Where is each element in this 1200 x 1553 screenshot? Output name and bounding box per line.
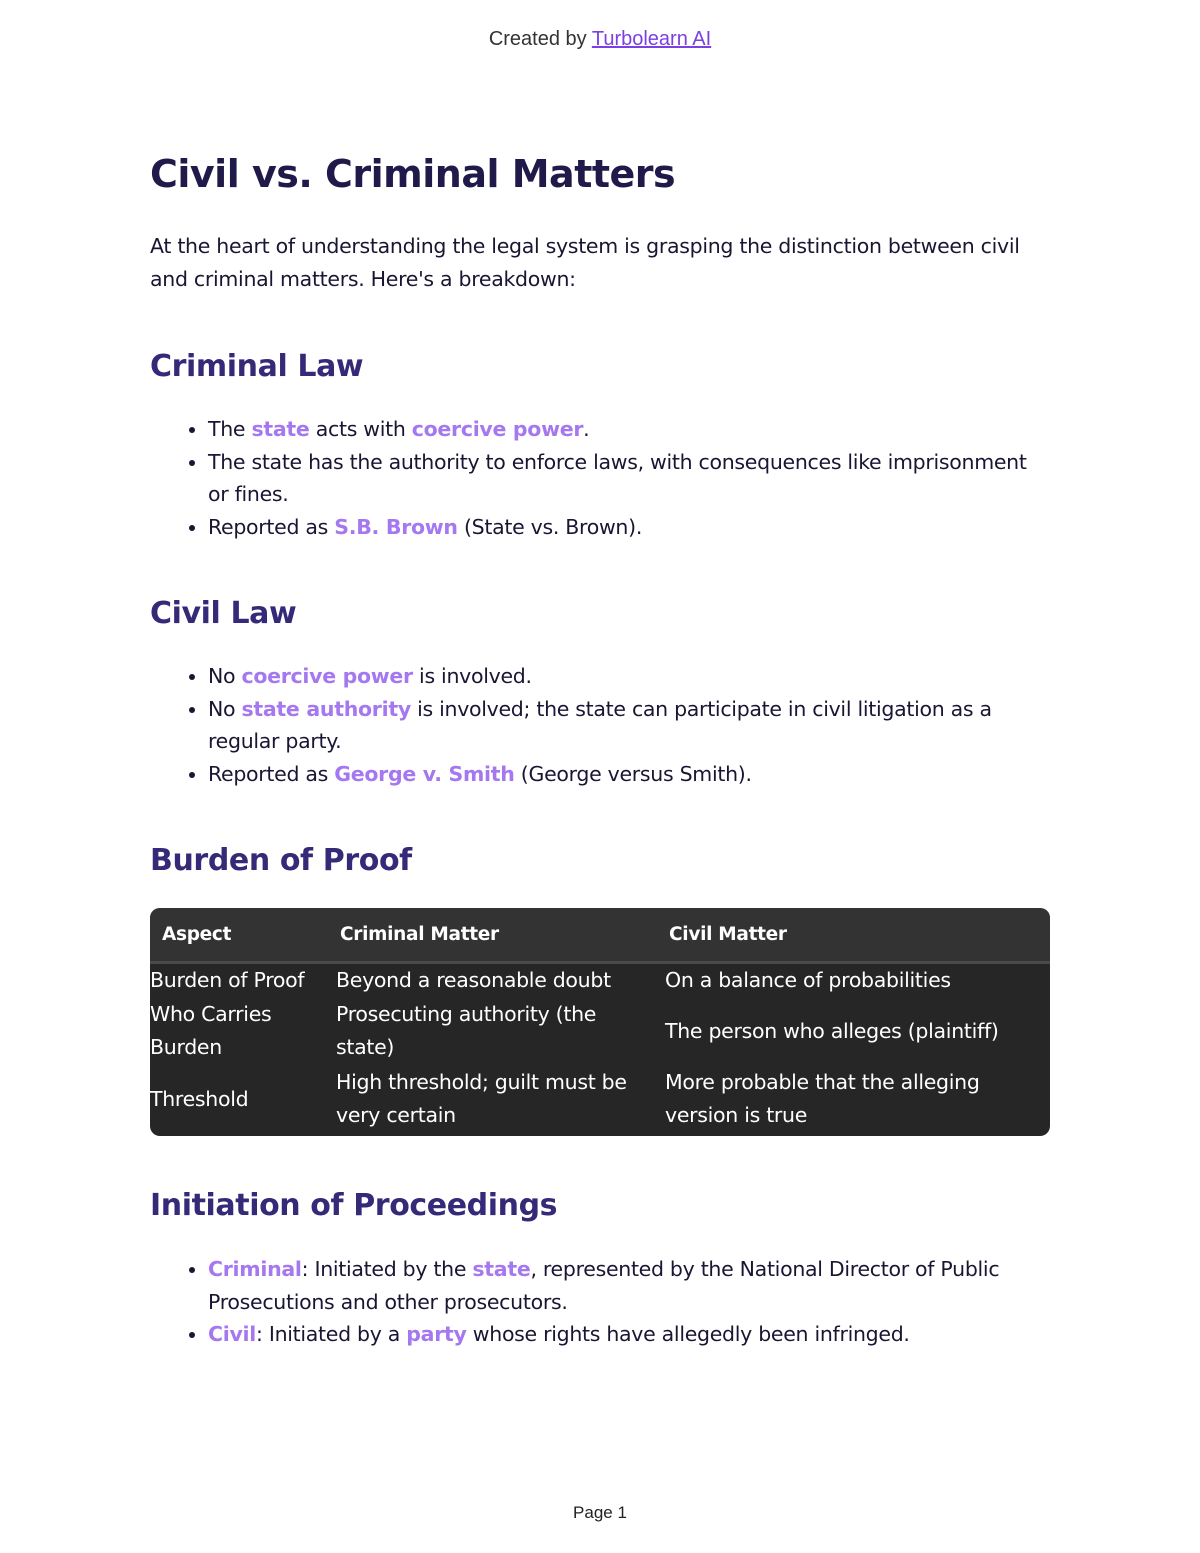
highlighted-term: state authority: [241, 696, 411, 721]
column-header-aspect: Aspect: [150, 908, 326, 962]
table-cell: Beyond a reasonable doubt: [336, 967, 611, 992]
page-number: Page 1: [573, 1503, 627, 1522]
table-row: [150, 962, 1050, 997]
list-item-text: The: [208, 417, 252, 441]
list-item-text: (George versus Smith).: [514, 761, 752, 786]
initiation-heading: Initiation of Proceedings: [150, 1188, 558, 1223]
table-row: [150, 997, 1050, 1065]
civil-law-heading: Civil Law: [150, 596, 297, 631]
list-item-text: acts with: [309, 417, 412, 441]
list-item-text: whose rights have allegedly been infringed.: [466, 1322, 910, 1347]
table-cell: Prosecuting authority (the state): [336, 1002, 597, 1059]
list-item: [208, 511, 1050, 544]
burden-of-proof-heading: Burden of Proof: [150, 843, 412, 878]
list-item-text: (State vs. Brown).: [457, 514, 643, 539]
highlighted-term: S.B. Brown: [334, 514, 458, 539]
highlighted-term: party: [406, 1322, 467, 1347]
list-item: [208, 1253, 1050, 1318]
list-item-text: is involved; the state can participate in civil litigation as a regular party.: [208, 696, 992, 754]
table-row: [150, 1065, 1050, 1133]
highlighted-term: state: [472, 1257, 531, 1281]
list-item-text: No: [208, 664, 242, 688]
turbolearn-link[interactable]: Turbolearn AI: [591, 28, 712, 50]
list-item: [208, 693, 1050, 758]
initiation-list: [150, 1253, 1050, 1351]
table-cell: Who Carries Burden: [150, 1002, 272, 1059]
list-item-text: Reported as: [208, 761, 335, 786]
table-cell: On a balance of probabilities: [665, 967, 951, 992]
list-item: [208, 413, 1050, 446]
table-cell: Threshold: [150, 1086, 249, 1111]
highlighted-term: coercive power: [241, 664, 413, 688]
list-item: [208, 1318, 1050, 1351]
table-cell: Burden of Proof: [150, 967, 305, 992]
highlighted-term: Civil: [208, 1322, 256, 1347]
list-item-text: No: [208, 696, 242, 721]
list-item-text: : Initiated by the: [301, 1257, 473, 1281]
criminal-law-heading: Criminal Law: [150, 349, 364, 384]
criminal-law-list: [150, 413, 1050, 543]
list-item: [208, 660, 1050, 693]
list-item-text: : Initiated by a: [256, 1322, 407, 1347]
header-prefix: Created by: [488, 28, 592, 50]
page-header: [0, 28, 1200, 51]
page-title: Civil vs. Criminal Matters: [150, 152, 676, 196]
highlighted-term: George v. Smith: [334, 761, 515, 786]
table-cell: More probable that the alleging version is true: [665, 1070, 980, 1127]
highlighted-term: Criminal: [208, 1257, 302, 1281]
list-item-text: , represented by the National Director of Public Prosecutions and other prosecutors.: [208, 1257, 1000, 1314]
column-header-civil: Civil Matter: [655, 908, 1050, 962]
list-item-text: Reported as: [208, 514, 335, 539]
highlighted-term: coercive power: [411, 417, 584, 441]
burden-of-proof-table: [150, 908, 1050, 1136]
list-item: [208, 758, 1050, 791]
table-header-row: [150, 908, 1050, 962]
table-cell: The person who alleges (plaintiff): [665, 1018, 999, 1043]
list-item: [208, 446, 1050, 511]
intro-paragraph: At the heart of understanding the legal system is grasping the distinction between civil and criminal matters. Here's a breakdown:: [150, 234, 1020, 291]
civil-law-list: [150, 660, 1050, 790]
list-item-text: The state has the authority to enforce laws, with consequences like imprisonment or fines.: [208, 449, 1027, 507]
column-header-criminal: Criminal Matter: [326, 908, 655, 962]
list-item-text: .: [583, 417, 590, 441]
list-item-text: is involved.: [412, 664, 532, 688]
table-cell: High threshold; guilt must be very certain: [336, 1070, 627, 1127]
highlighted-term: state: [251, 417, 310, 441]
